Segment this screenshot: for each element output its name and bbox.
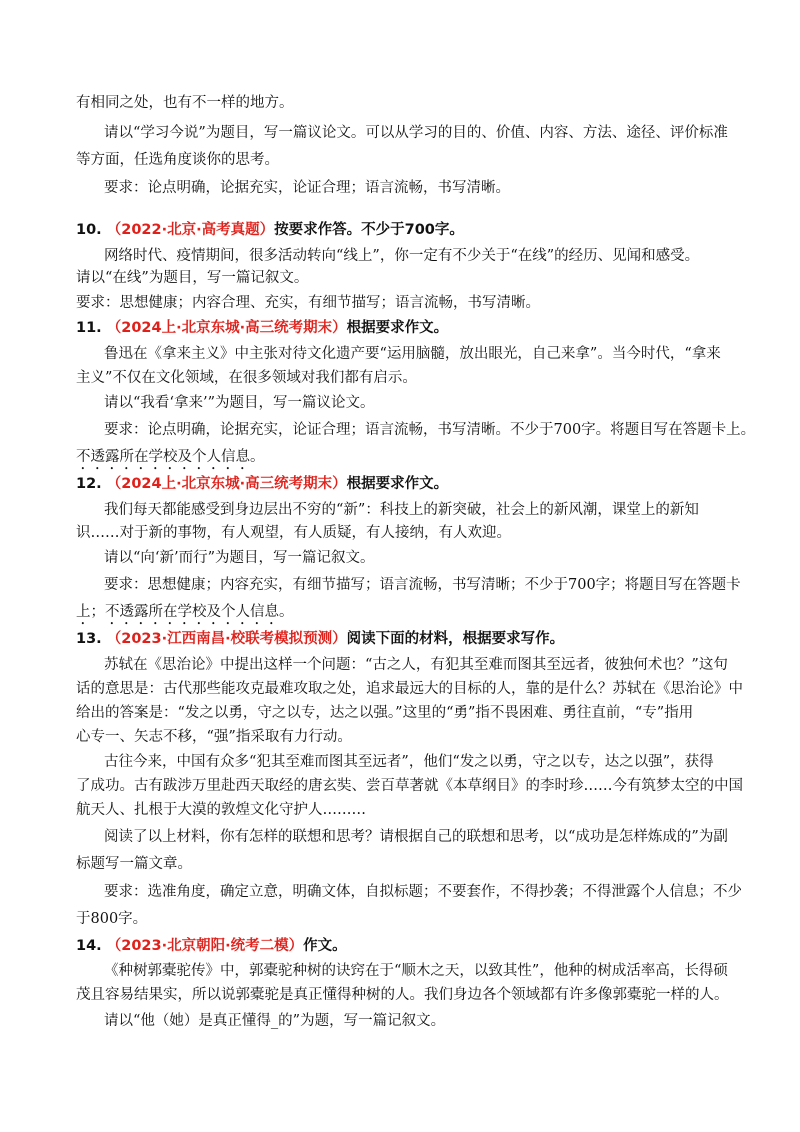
text-line-emphasis: 不透露所在学校及个人信息。	[76, 449, 265, 465]
text-line: 于800字。	[76, 911, 148, 927]
text-line: 鲁迅在《拿来主义》中主张对待文化遗产要“运用脑髓，放出眼光，自己来拿”。当今时代，“拿来	[104, 346, 721, 362]
text-line: 请以“他（她）是真正懂得_的”为题，写一篇记叙文。	[104, 1013, 446, 1029]
text-line: 请以“学习今说”为题目，写一篇议论文。可以从学习的目的、价值、内容、方法、途径、评价标准	[104, 125, 728, 141]
question-14-heading	[76, 935, 347, 957]
text-line: 茂且容易结果实，所以说郭橐驼是真正懂得种树的人。我们身边各个领域都有许多像郭橐驼一样的人。	[76, 987, 729, 1003]
text-line: 请以“在线”为题目，写一篇记叙文。	[76, 270, 309, 286]
text-line: 标题写一篇文章。	[76, 856, 192, 872]
text-line: 要求：论点明确，论据充实，论证合理；语言流畅，书写清晰。	[104, 180, 510, 196]
text-line: 要求：论点明确，论据充实，论证合理；语言流畅，书写清晰。不少于700字。将题目写在答题卡上。	[104, 422, 756, 438]
text-line: 有相同之处，也有不一样的地方。	[76, 95, 294, 111]
question-instruction: 根据要求作文。	[346, 476, 449, 492]
question-10-heading	[76, 219, 464, 241]
question-13-heading	[76, 628, 564, 650]
text-line: 我们每天都能感受到身边层出不穷的“新”：科技上的新突破，社会上的新风潮，课堂上的新知	[104, 502, 699, 518]
text-line: 《种树郭橐驼传》中，郭橐驼种树的诀窍在于“顺木之天，以致其性”，他种的树成活率高，长得硕	[104, 963, 728, 979]
text-line: 主义”不仅在文化领域，在很多领域对我们都有启示。	[76, 370, 417, 386]
question-instruction: 作文。	[303, 938, 347, 954]
text-line: 心专一、矢志不移，“强”指采取有力行动。	[76, 729, 352, 745]
text-line-emphasis: 上；不透露所在学校及个人信息。	[76, 604, 294, 620]
text-line: 请以“我看‘拿来’”为题目，写一篇议论文。	[104, 395, 375, 411]
question-source: （2024上·北京东城·高三统考期末）	[106, 320, 347, 336]
text-line: 阅读了以上材料，你有怎样的联想和思考？请根据自己的联想和思考，以“成功是怎样炼成的”为副	[104, 829, 728, 845]
question-11-heading	[76, 317, 448, 339]
question-source: （2022·北京·高考真题）	[106, 222, 275, 238]
text-line: 航天人、扎根于大漠的敦煌文化守护人………	[76, 802, 366, 818]
question-number: 14.	[76, 938, 102, 954]
text-line: 了成功。古有跋涉万里赴西天取经的唐玄奘、尝百草著就《本草纲目》的李时珍……今有筑梦太空的中国	[76, 778, 743, 794]
question-instruction: 根据要求作文。	[346, 320, 449, 336]
question-source: （2023·北京朝阳·统考二模）	[106, 938, 304, 954]
text-line: 请以“向‘新’而行”为题目，写一篇记叙文。	[104, 550, 375, 566]
text-line: 识……对于新的事物，有人观望，有人质疑，有人接纳，有人欢迎。	[76, 525, 511, 541]
question-12-heading	[76, 473, 448, 495]
question-instruction: 按要求作答。不少于700字。	[274, 222, 464, 238]
text-line: 话的意思是：古代那些能攻克最难攻取之处，追求最远大的目标的人，靠的是什么？苏轼在《思治论》中	[76, 681, 743, 697]
question-number: 11.	[76, 320, 102, 336]
question-number: 10.	[76, 222, 102, 238]
text-line: 要求：思想健康；内容充实，有细节描写；语言流畅，书写清晰；不少于700字；将题目写在答题卡	[104, 577, 741, 593]
question-source: （2023·江西南昌·校联考模拟预测）	[106, 631, 347, 647]
text-line: 等方面，任选角度谈你的思考。	[76, 152, 279, 168]
text-line: 网络时代、疫情期间，很多活动转向“线上”，你一定有不少关于“在线”的经历、见闻和感受。	[104, 248, 700, 264]
text-line: 要求：选准角度，确定立意，明确文体，自拟标题；不要套作，不得抄袭；不得泄露个人信息；不少	[104, 884, 742, 900]
question-number: 13.	[76, 631, 102, 647]
text-line: 古往今来，中国有众多“犯其至难而图其至远者”，他们“发之以勇，守之以专，达之以强”，获得	[104, 754, 714, 770]
question-number: 12.	[76, 476, 102, 492]
text-line: 给出的答案是：“发之以勇，守之以专，达之以强。”这里的“勇”指不畏困难、勇往直前，“专”指用	[76, 705, 694, 721]
text-line: 苏轼在《思治论》中提出这样一个问题：“古之人，有犯其至难而图其至远者，彼独何术也？”这句	[104, 657, 728, 673]
text-line: 要求：思想健康；内容合理、充实，有细节描写；语言流畅，书写清晰。	[76, 295, 540, 311]
question-source: （2024上·北京东城·高三统考期末）	[106, 476, 347, 492]
question-instruction: 阅读下面的材料，根据要求写作。	[346, 631, 565, 647]
